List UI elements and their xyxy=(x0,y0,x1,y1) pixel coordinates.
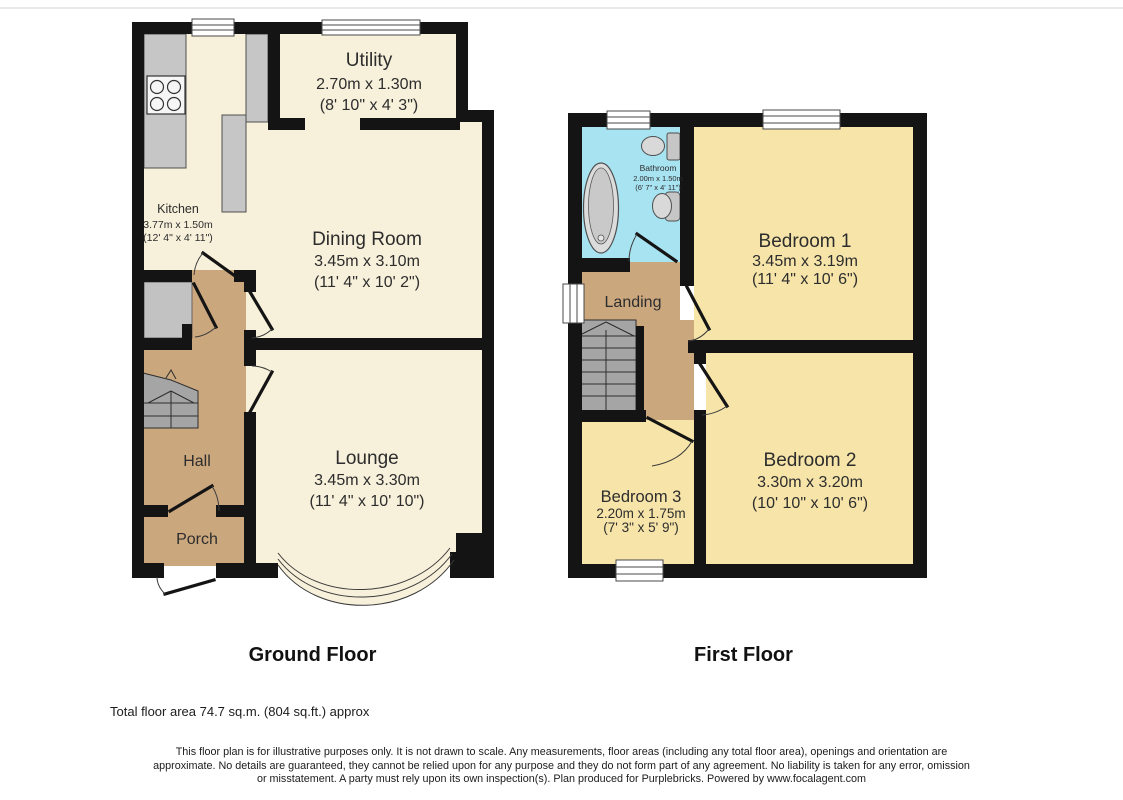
hall-label: Hall xyxy=(183,453,211,470)
landing-window-icon xyxy=(563,284,584,323)
first-floor-title: First Floor xyxy=(694,644,793,666)
ground-floor-title: Ground Floor xyxy=(248,644,377,666)
disclaimer-line-1: This floor plan is for illustrative purposes only. It is not drawn to scale. Any measurements, floor areas (including any total floor area), openings and orientation are xyxy=(175,746,948,758)
bathroom-metric: 2.00m x 1.50m xyxy=(633,174,683,183)
landing-corridor xyxy=(636,320,694,420)
porch-label: Porch xyxy=(176,531,218,548)
utility-imperial: (8' 10" x 4' 3") xyxy=(319,97,419,114)
bedroom2-metric: 3.30m x 3.20m xyxy=(757,474,863,491)
bathroom-window-icon xyxy=(607,111,650,129)
dining-room-label: Dining Room xyxy=(312,229,422,250)
bedroom2-label: Bedroom 2 xyxy=(763,450,857,471)
disclaimer-line-2: approximate. No details are guaranteed, they cannot be relied upon for any purpose and they do not form part of any agreement. No liability is taken for any error, omission xyxy=(153,759,970,772)
ground-floor-plan xyxy=(132,19,494,605)
front-door xyxy=(157,577,214,594)
bedroom1-imperial: (11' 4" x 10' 6") xyxy=(751,271,859,288)
landing-label: Landing xyxy=(604,294,662,311)
bedroom1-window-icon xyxy=(763,110,840,129)
bedroom2-imperial: (10' 10" x 10' 6") xyxy=(751,495,869,512)
bedroom1-label: Bedroom 1 xyxy=(758,231,852,252)
disclaimer-line-3: or misstatement. A party must rely upon its own inspection(s). Plan produced for Purplebricks. Powered by www.focalagent.com xyxy=(256,773,867,786)
utility-label: Utility xyxy=(345,50,393,71)
dining-room-imperial: (11' 4" x 10' 2") xyxy=(313,274,421,291)
first-floor-plan xyxy=(563,110,927,581)
bedroom1-metric: 3.45m x 3.19m xyxy=(752,253,858,270)
bedroom3-metric: 2.20m x 1.75m xyxy=(596,506,686,521)
dining-room-metric: 3.45m x 3.10m xyxy=(314,253,420,270)
bedroom3-label: Bedroom 3 xyxy=(600,488,682,506)
first-stairs-icon xyxy=(575,320,636,412)
utility-metric: 2.70m x 1.30m xyxy=(316,76,422,93)
kitchen-imperial: (12' 4" x 4' 11") xyxy=(143,232,213,244)
bathtub-icon xyxy=(584,163,619,253)
cooker-hob-icon xyxy=(147,76,185,114)
lounge-metric: 3.45m x 3.30m xyxy=(314,472,420,489)
lounge-imperial: (11' 4" x 10' 10") xyxy=(309,493,425,510)
sink-icon xyxy=(653,192,681,221)
bedroom3-imperial: (7' 3" x 5' 9") xyxy=(603,520,679,535)
kitchen-label: Kitchen xyxy=(157,202,199,216)
utility-window-icon xyxy=(322,20,420,35)
disclaimer xyxy=(0,746,1123,787)
bedroom3-window-icon xyxy=(616,560,663,581)
kitchen-metric: 3.77m x 1.50m xyxy=(143,219,213,231)
total-floor-area: Total floor area 74.7 sq.m. (804 sq.ft.) approx xyxy=(110,704,370,719)
kitchen-window-icon xyxy=(192,19,234,36)
bathroom-label: Bathroom xyxy=(639,163,677,173)
bathroom-imperial: (6' 7" x 4' 11") xyxy=(635,183,681,192)
lounge-label: Lounge xyxy=(335,448,399,469)
